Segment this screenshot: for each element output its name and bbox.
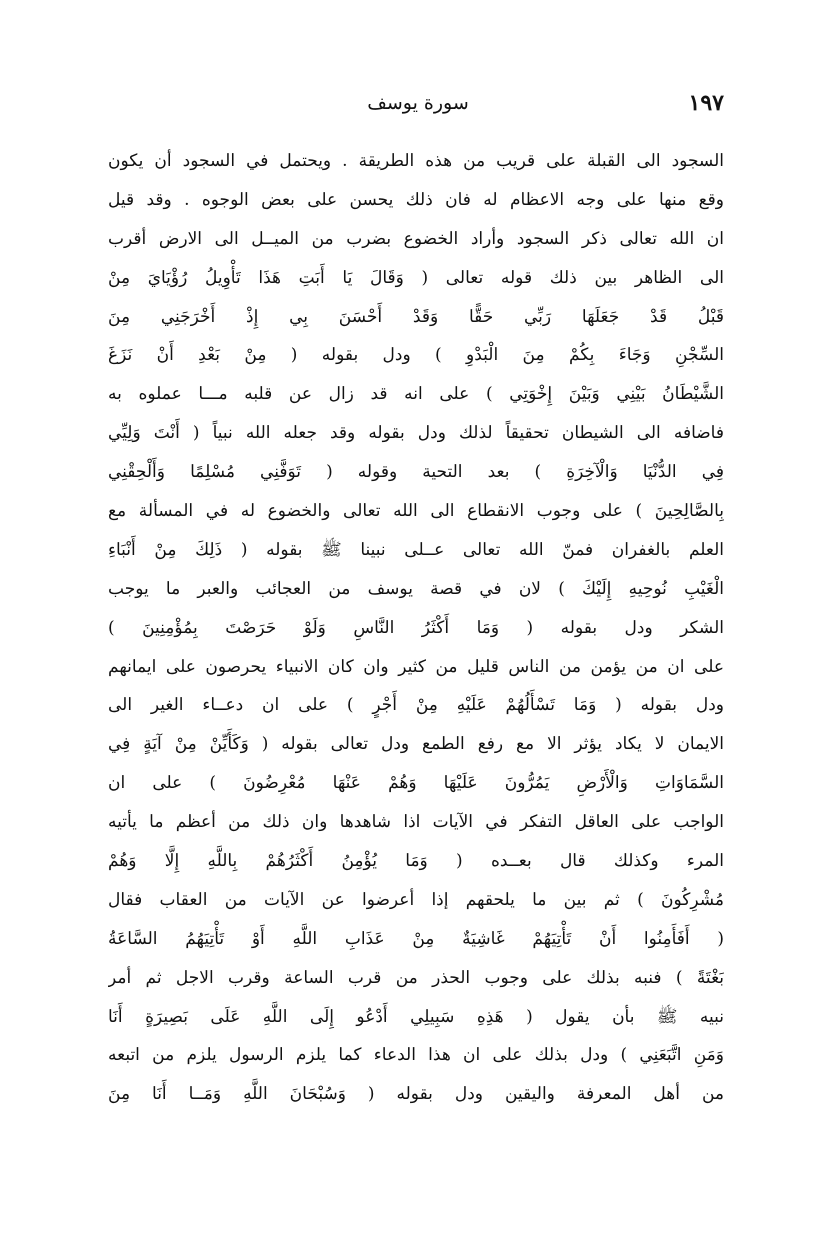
text-line: فاضافه الى الشيطان تحقيقاً لذلك ودل بقوله وقد جعله الله نبياً ( أَنْتَ وَلِيِّي (108, 423, 724, 444)
page-header (112, 88, 724, 118)
text-line: الايمان لا يكاد يؤثر الا مع رفع الطمع ودل تعالى بقوله ( وَكَأَيِّنْ مِنْ آيَةٍ فِي (108, 734, 724, 755)
text-line: السجود الى القبلة على قريب من هذه الطريقة . ويحتمل في السجود أن يكون (108, 151, 724, 171)
text-line: الشَّيْطَانُ بَيْنِي وَبَيْنَ إِخْوَتِي ) على انه قد زال عن قلبه مـــا عملوه به (108, 384, 724, 405)
text-line: فِي الدُّنْيَا وَالْآخِرَةِ ) بعد التحية وقوله ( تَوَفَّنِي مُسْلِمًا وَأَلْحِقْنِي (108, 462, 724, 483)
page-number: ١٩٧ (688, 90, 724, 116)
body-text (108, 142, 724, 1114)
text-line: من أهل المعرفة واليقين ودل بقوله ( وَسُبْحَانَ اللَّهِ وَمَــا أَنَا مِنَ (108, 1084, 724, 1105)
text-line: العلم بالغفران فمنّ الله تعالى عــلى نبينا ﷺ بقوله ( ذَلِكَ مِنْ أَنْبَاءِ (108, 539, 724, 560)
text-line: المرء وكذلك قال بعــده ( وَمَا يُؤْمِنُ أَكْثَرُهُمْ بِاللَّهِ إِلَّا وَهُمْ (108, 851, 724, 872)
text-line: ان الله تعالى ذكر السجود وأراد الخضوع بضرب من الميــل الى الارض أقرب (108, 228, 724, 249)
text-line: الى الظاهر بين ذلك قوله تعالى ( وَقَالَ يَا أَبَتِ هَذَا تَأْوِيلُ رُؤْيَايَ مِنْ (108, 267, 724, 288)
text-line: بِالصَّالِحِينَ ) على وجوب الانقطاع الى الله تعالى والخضوع له في المسألة مع (108, 501, 724, 522)
text-line: السَّمَاوَاتِ وَالْأَرْضِ يَمُرُّونَ عَلَيْهَا وَهُمْ عَنْهَا مُعْرِضُونَ ) على ان (108, 773, 724, 794)
text-line: الواجب على العاقل التفكر في الآيات اذا شاهدها وان ذلك من أعظم ما يأتيه (108, 812, 724, 833)
text-line: الشكر ودل بقوله ( وَمَا أَكْثَرُ النَّاسِ وَلَوْ حَرَصْتَ بِمُؤْمِنِينَ ) (108, 617, 724, 638)
text-line: بَغْتَةً ) فنبه بذلك على وجوب الحذر من قرب الساعة وقرب الاجل ثم أمر (108, 967, 724, 988)
text-line: السِّجْنِ وَجَاءَ بِكُمْ مِنَ الْبَدْوِ ) ودل بقوله ( مِنْ بَعْدِ أَنْ نَزَغَ (108, 345, 724, 366)
text-line: وَمَنِ اتَّبَعَنِي ) ودل بذلك على ان هذا الدعاء كما يلزم الرسول يلزم من اتبعه (108, 1045, 724, 1066)
text-line: قَبْلُ قَدْ جَعَلَهَا رَبِّي حَقًّا وَقَدْ أَحْسَنَ بِي إِذْ أَخْرَجَنِي مِنَ (108, 306, 724, 327)
text-line: على ان من يؤمن من الناس قليل من كثير وان كان الانبياء يحرصون على ايمانهم (108, 656, 724, 677)
text-line: ( أَفَأَمِنُوا أَنْ تَأْتِيَهُمْ غَاشِيَةٌ مِنْ عَذَابِ اللَّهِ أَوْ تَأْتِيَهُمُ السَّاعَةُ (108, 928, 724, 949)
text-line: الْغَيْبِ نُوحِيهِ إِلَيْكَ ) لان في قصة يوسف من العجائب والعبر ما يوجب (108, 578, 724, 599)
text-line: نبيه ﷺ بأن يقول ( هَذِهِ سَبِيلِي أَدْعُو إِلَى اللَّهِ عَلَى بَصِيرَةٍ أَنَا (108, 1006, 724, 1027)
text-line: وقع منها على وجه الاعظام له فان ذلك يحسن على بعض الوجوه . وقد قيل (108, 189, 724, 210)
text-line: مُشْرِكُونَ ) ثم بين ما يلحقهم إذا أعرضوا عن الآيات من العقاب فقال (108, 889, 724, 910)
running-title: سورة يوسف (367, 92, 469, 114)
text-line: ودل بقوله ( وَمَا تَسْأَلُهُمْ عَلَيْهِ مِنْ أَجْرٍ ) على ان دعــاء الغير الى (108, 695, 724, 716)
